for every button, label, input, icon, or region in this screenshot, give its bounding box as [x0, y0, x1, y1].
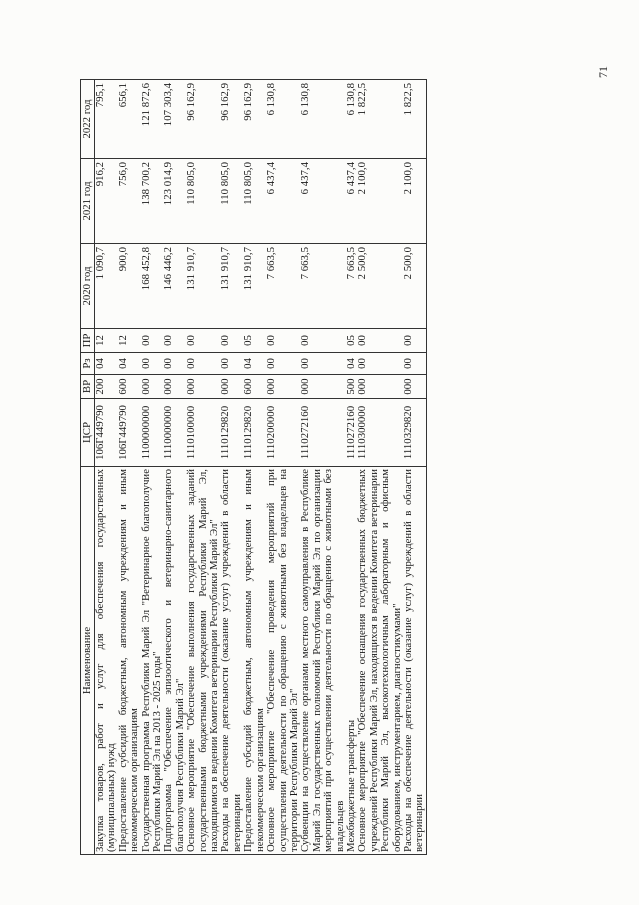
- row-csr: 106Г449790: [95, 399, 118, 467]
- row-value-2022: 6 130,8: [300, 80, 346, 159]
- row-vr: 500: [346, 375, 357, 399]
- row-vr: 000: [141, 375, 164, 399]
- header-vr: ВР: [81, 375, 95, 399]
- table-row: [357, 80, 403, 855]
- row-rz: 00: [266, 353, 300, 375]
- row-vr: 000: [186, 375, 220, 399]
- header-2021: 2021 год: [81, 159, 95, 244]
- row-value-2022: 96 162,9: [186, 80, 220, 159]
- row-value-2020: 131 910,7: [220, 244, 243, 329]
- row-name: Предоставление субсидий бюджетным, автономным учреждениям и иным некоммерческим организациям: [118, 467, 141, 855]
- table-row: [266, 80, 300, 855]
- row-rz: 00: [403, 353, 426, 375]
- row-value-2021: 756,0: [118, 159, 141, 244]
- row-vr: 000: [357, 375, 403, 399]
- row-value-2022: 121 872,6: [141, 80, 164, 159]
- row-csr: 1110272160: [300, 399, 346, 467]
- page-number: 71: [596, 66, 610, 78]
- row-value-2021: 110 805,0: [220, 159, 243, 244]
- row-value-2020: 7 663,5: [300, 244, 346, 329]
- row-csr: 1110129820: [220, 399, 243, 467]
- row-value-2022: 1 822,5: [403, 80, 426, 159]
- row-name: Основное мероприятие "Обеспечение оснащения государственных бюджетных учреждений Республики Марий Эл, находящихся в ведении Комитета ветеринарии Республики Марий Эл, высокотехнологичным лабораторным и офисным оборудованием, инструментарием, диагностикумами": [357, 467, 403, 855]
- row-rz: 00: [220, 353, 243, 375]
- row-value-2021: 6 437,4: [266, 159, 300, 244]
- row-value-2020: 1 090,7: [95, 244, 118, 329]
- row-value-2020: 900,0: [118, 244, 141, 329]
- table-row: [163, 80, 186, 855]
- row-value-2021: 2 100,0: [403, 159, 426, 244]
- row-value-2022: 96 162,9: [243, 80, 266, 159]
- header-csr: ЦСР: [81, 399, 95, 467]
- row-vr: 000: [300, 375, 346, 399]
- row-value-2022: 1 822,5: [357, 80, 403, 159]
- row-value-2021: 916,2: [95, 159, 118, 244]
- row-vr: 200: [95, 375, 118, 399]
- budget-table: [80, 79, 427, 855]
- row-value-2020: 2 500,0: [403, 244, 426, 329]
- row-name: Государственная программа Республики Марий Эл "Ветеринарное благополучие Республики Марий Эл на 2013 - 2025 годы": [141, 467, 164, 855]
- row-name: Основное мероприятие "Обеспечение проведения мероприятий при осуществлении деятельности по обращению с животными без владельцев на территории Республики Марий Эл": [266, 467, 300, 855]
- row-pr: 00: [266, 329, 300, 353]
- row-csr: 1110329820: [403, 399, 426, 467]
- row-pr: 05: [346, 329, 357, 353]
- row-rz: 04: [243, 353, 266, 375]
- row-value-2020: 2 500,0: [357, 244, 403, 329]
- row-name: Расходы на обеспечение деятельности (оказание услуг) учреждений в области ветеринарии: [220, 467, 243, 855]
- row-name: Предоставление субсидий бюджетным, автономным учреждениям и иным некоммерческим организациям: [243, 467, 266, 855]
- row-value-2020: 146 446,2: [163, 244, 186, 329]
- row-csr: 1110100000: [186, 399, 220, 467]
- row-pr: 00: [403, 329, 426, 353]
- row-value-2021: 123 014,9: [163, 159, 186, 244]
- row-value-2022: 107 303,4: [163, 80, 186, 159]
- row-value-2022: 96 162,9: [220, 80, 243, 159]
- row-csr: 106Г449790: [118, 399, 141, 467]
- row-name: Закупка товаров, работ и услуг для обеспечения государственных (муниципальных) нужд: [95, 467, 118, 855]
- row-vr: 600: [243, 375, 266, 399]
- table-row: [141, 80, 164, 855]
- header-rz: Рз: [81, 353, 95, 375]
- row-rz: 00: [357, 353, 403, 375]
- header-pr: ПР: [81, 329, 95, 353]
- table-row: [243, 80, 266, 855]
- row-rz: 00: [186, 353, 220, 375]
- table-row: [220, 80, 243, 855]
- row-rz: 04: [118, 353, 141, 375]
- row-pr: 00: [141, 329, 164, 353]
- table-body: [95, 80, 427, 855]
- table-row: [403, 80, 426, 855]
- row-name: Межбюджетные трансферты: [346, 467, 357, 855]
- row-name: Субвенции на осуществление органами местного самоуправления в Республике Марий Эл государственных полномочий Республики Марий Эл по организации мероприятий при осуществлении деятельности по обращению с животными без владельцев: [300, 467, 346, 855]
- row-value-2021: 6 437,4: [300, 159, 346, 244]
- row-rz: 00: [141, 353, 164, 375]
- row-value-2021: 6 437,4: [346, 159, 357, 244]
- row-pr: 12: [95, 329, 118, 353]
- row-pr: 12: [118, 329, 141, 353]
- row-csr: 1110272160: [346, 399, 357, 467]
- row-csr: 1110000000: [163, 399, 186, 467]
- row-value-2020: 131 910,7: [243, 244, 266, 329]
- row-pr: 00: [300, 329, 346, 353]
- row-rz: 00: [300, 353, 346, 375]
- row-value-2022: 656,1: [118, 80, 141, 159]
- row-vr: 000: [403, 375, 426, 399]
- row-pr: 00: [357, 329, 403, 353]
- row-value-2021: 2 100,0: [357, 159, 403, 244]
- row-value-2021: 138 700,2: [141, 159, 164, 244]
- row-value-2021: 110 805,0: [243, 159, 266, 244]
- header-name: Наименование: [81, 467, 95, 855]
- row-rz: 00: [163, 353, 186, 375]
- row-value-2020: 131 910,7: [186, 244, 220, 329]
- row-value-2021: 110 805,0: [186, 159, 220, 244]
- header-2020: 2020 год: [81, 244, 95, 329]
- header-2022: 2022 год: [81, 80, 95, 159]
- row-value-2022: 6 130,8: [346, 80, 357, 159]
- row-pr: 05: [243, 329, 266, 353]
- row-name: Подпрограмма "Обеспечение эпизоотического и ветеринарно-санитарного благополучия Республики Марий Эл": [163, 467, 186, 855]
- row-value-2020: 7 663,5: [346, 244, 357, 329]
- row-vr: 000: [220, 375, 243, 399]
- table-row: [186, 80, 220, 855]
- row-pr: 00: [186, 329, 220, 353]
- table-row: [118, 80, 141, 855]
- row-csr: 1110129820: [243, 399, 266, 467]
- row-csr: 1110200000: [266, 399, 300, 467]
- row-name: Расходы на обеспечение деятельности (оказание услуг) учреждений в области ветеринарии: [403, 467, 426, 855]
- row-value-2022: 795,1: [95, 80, 118, 159]
- row-vr: 600: [118, 375, 141, 399]
- rotated-table-container: [80, 80, 600, 855]
- row-name: Основное мероприятие "Обеспечение выполнения государственных заданий государственными бюджетными учреждениями Республики Марий Эл, находящимися в ведении Комитета ветеринарии Республики Марий Эл": [186, 467, 220, 855]
- table-header: [81, 80, 95, 855]
- row-pr: 00: [163, 329, 186, 353]
- row-value-2020: 168 452,8: [141, 244, 164, 329]
- table-row: [300, 80, 346, 855]
- row-vr: 000: [266, 375, 300, 399]
- table-row: [95, 80, 118, 855]
- row-value-2022: 6 130,8: [266, 80, 300, 159]
- row-csr: 1100000000: [141, 399, 164, 467]
- row-pr: 00: [220, 329, 243, 353]
- row-value-2020: 7 663,5: [266, 244, 300, 329]
- row-vr: 000: [163, 375, 186, 399]
- row-rz: 04: [346, 353, 357, 375]
- row-rz: 04: [95, 353, 118, 375]
- row-csr: 1110300000: [357, 399, 403, 467]
